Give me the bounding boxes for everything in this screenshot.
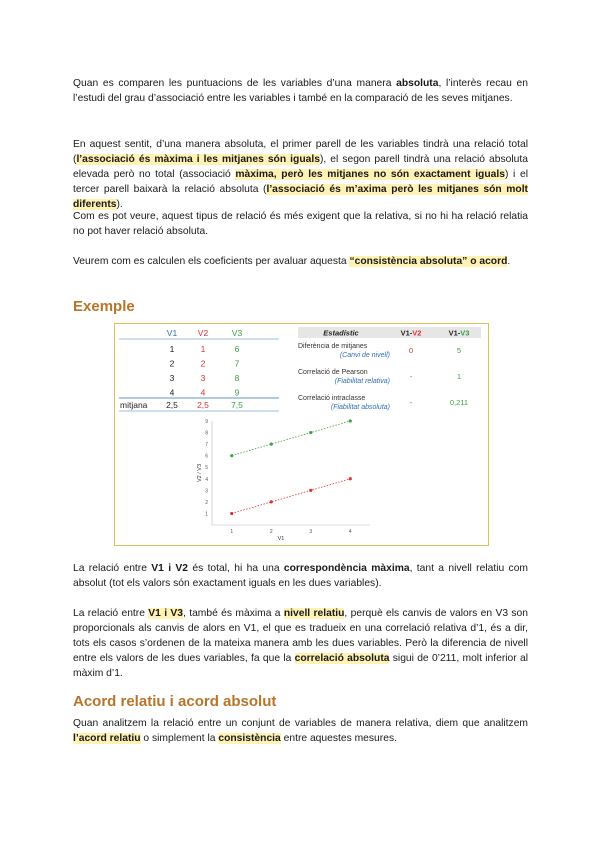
y-axis-label: V2 / V3 <box>197 463 203 483</box>
table-header-cell: V2 <box>197 328 209 338</box>
table-cell: 6 <box>234 344 240 354</box>
table-cell: 7 <box>234 358 240 369</box>
stats-row-note: (Fiabilitat absoluta) <box>330 404 390 411</box>
data-point-v3 <box>309 431 312 434</box>
stats-row-name: Diferència de mitjanes <box>298 343 368 350</box>
stats-row-note: (Canvi de nivell) <box>339 352 390 359</box>
table-header-cell: V3 <box>231 328 243 338</box>
table-cell: 3 <box>200 373 206 383</box>
table-cell: 1 <box>169 344 175 354</box>
table-header-cell: V1 <box>166 328 178 338</box>
y-tick-label: 9 <box>205 419 208 425</box>
x-tick-label: 3 <box>309 529 313 535</box>
heading-exemple: Exemple <box>73 298 135 315</box>
x-tick-label: 1 <box>230 529 234 535</box>
stats-value-v1-v2: 0 <box>408 346 414 355</box>
paragraph-acord: Quan analitzem la relació entre un conjunt de variables de manera relativa, diem que analitzem l’acord relatiu o simplement la consistència entre aquestes mesures. <box>73 718 528 745</box>
table-cell: 4 <box>200 387 206 398</box>
stats-column-header: V1-V3 <box>448 328 470 338</box>
stats-value-v1-v3: 5 <box>456 346 462 355</box>
stats-value-v1-v3: 0,211 <box>449 398 469 407</box>
y-tick-label: 6 <box>205 453 208 460</box>
table-cell: 1 <box>200 344 206 354</box>
stats-row-note: (Fiabilitat relativa) <box>334 378 390 385</box>
data-point-v2 <box>309 489 312 492</box>
table-cell: 3 <box>169 373 175 383</box>
paragraph-intro: Quan es comparen les puntuacions de les variables d’una manera absoluta, l’interès recau en l’estudi del grau d’associació entre les variables i també en la comparació de les seves mitjanes. <box>73 78 528 105</box>
paragraph-veurem: Veurem com es calculen els coeficients per avaluar aquesta “consistència absoluta” o acord. <box>73 256 511 267</box>
x-axis-label: V1 <box>277 536 285 542</box>
y-tick-label: 5 <box>205 465 208 472</box>
mean-cell: 2,5 <box>166 400 178 410</box>
data-point-v2 <box>270 500 273 503</box>
mean-cell: 7,5 <box>231 400 243 410</box>
x-tick-label: 2 <box>269 529 273 535</box>
y-tick-label: 4 <box>205 476 208 483</box>
paragraph-exigent: Com es pot veure, aquest tipus de relació és més exigent que la relativa, si no hi ha relació relatia no pot haver relació absoluta. <box>73 211 528 238</box>
table-cell: 2 <box>200 358 206 369</box>
table-cell: 9 <box>234 387 240 398</box>
heading-acord: Acord relatiu i acord absolut <box>73 693 277 710</box>
table-cell: 4 <box>169 387 175 398</box>
paragraph-v1-v2: La relació entre V1 i V2 és total, hi ha una correspondència màxima, tant a nivell relatiu com absolut (tot els valors són exactament iguals en les dues variables). <box>73 563 529 590</box>
figure-canvas <box>115 324 488 545</box>
y-tick-label: 1 <box>205 511 208 518</box>
y-tick-label: 2 <box>205 499 208 506</box>
stats-column-header: V1-V2 <box>400 328 422 338</box>
data-point-v3 <box>230 454 233 457</box>
x-tick-label: 4 <box>348 529 352 535</box>
y-tick-label: 7 <box>205 442 208 449</box>
data-point-v2 <box>230 512 233 515</box>
stats-header: Estadístic <box>323 328 359 338</box>
stats-value-v1-v3: 1 <box>456 372 462 381</box>
series-line-v2 <box>232 479 351 514</box>
mean-label: mitjana <box>120 400 148 410</box>
paragraph-absolute-relation: En aquest sentit, d’una manera absoluta, el primer parell de les variables tindrà una relació total (l’associació és màxima i les mitjanes són iguals), el segon parell tindrà una relació absoluta elevada però no total (associació màxima, però les mitjanes no són exactament iguals) i el tercer parell baixarà la relació absoluta (l’associació és m’axima però les mitjanes són molt diferents). <box>73 139 529 211</box>
data-point-v3 <box>349 419 352 422</box>
paragraph-v1-v3: La relació entre V1 i V3, també és màxima a nivell relatiu, perquè els canvis de valors en V3 son proporcionals als canvis de alors en V1, el que es tradueix en una correlació relativa d’1, és a dir, tots els casos s’ordenen de la mateixa manera amb les dues variables. Però la diferencia de nivell entre els valors de les dues variables, fa que la correlació absoluta sigui de 0’211, molt inferior al màxim d’1. <box>73 608 528 680</box>
data-point-v3 <box>270 443 273 446</box>
stats-value-v1-v2: - <box>409 398 413 407</box>
table-cell: 8 <box>234 373 240 383</box>
stats-value-v1-v2: - <box>409 372 413 381</box>
y-tick-label: 8 <box>205 430 208 437</box>
stats-row-name: Correlació intraclasse <box>298 395 366 402</box>
table-cell: 2 <box>169 358 175 369</box>
data-point-v2 <box>349 477 352 480</box>
stats-row-name: Correlació de Pearson <box>298 369 368 376</box>
y-tick-label: 3 <box>205 488 208 495</box>
series-line-v3 <box>232 421 351 456</box>
mean-cell: 2,5 <box>197 400 209 410</box>
example-figure <box>114 323 489 546</box>
